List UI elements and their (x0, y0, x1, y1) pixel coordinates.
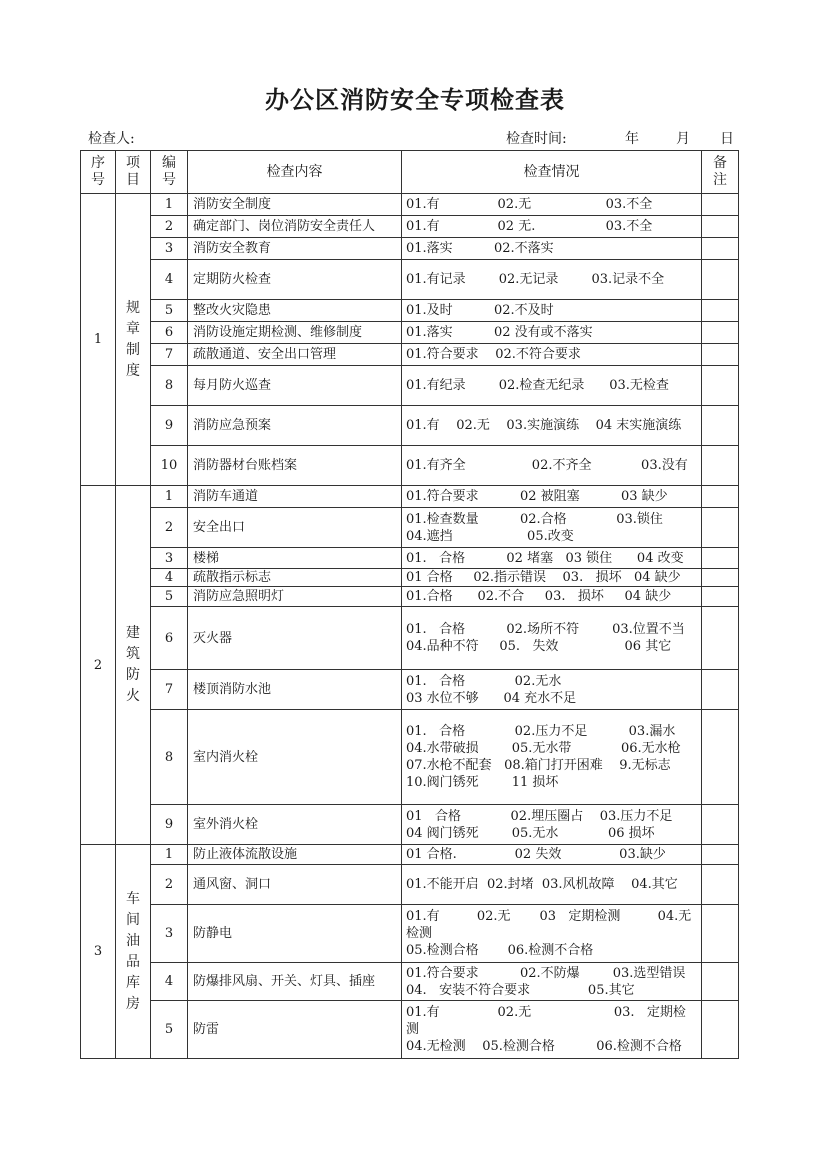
row-number: 1 (151, 845, 188, 865)
check-content: 整改火灾隐患 (188, 300, 402, 322)
check-status: 01 合格 02.埋压圈占 03.压力不足 04 阀门锈死 05.无水 06 损坏 (402, 805, 702, 845)
check-content: 消防车通道 (188, 486, 402, 508)
row-number: 5 (151, 300, 188, 322)
check-content: 楼梯 (188, 548, 402, 569)
check-status: 01.有记录 02.无记录 03.记录不全 (402, 260, 702, 300)
remark-cell[interactable] (702, 865, 739, 905)
remark-cell[interactable] (702, 344, 739, 366)
row-number: 4 (151, 569, 188, 587)
check-status: 01.有 02.无 03. 定期检测 04.无检测 05.检测合格 06.检测不合格 (402, 1001, 702, 1059)
check-status: 01.不能开启 02.封堵 03.风机故障 04.其它 (402, 865, 702, 905)
section-seq: 2 (81, 486, 116, 845)
check-status: 01.检查数量 02.合格 03.锁住 04.遮挡 05.改变 (402, 508, 702, 548)
check-status: 01. 合格 02.压力不足 03.漏水 04.水带破损 05.无水带 06.无水枪 07.水枪不配套 08.箱门打开困难 9.无标志 10.阀门锈死 11 损坏 (402, 710, 702, 805)
check-content: 消防设施定期检测、维修制度 (188, 322, 402, 344)
row-number: 3 (151, 548, 188, 569)
remark-cell[interactable] (702, 1001, 739, 1059)
remark-cell[interactable] (702, 300, 739, 322)
remark-cell[interactable] (702, 845, 739, 865)
row-number: 2 (151, 216, 188, 238)
check-status: 01. 合格 02 堵塞 03 锁住 04 改变 (402, 548, 702, 569)
check-content: 每月防火巡查 (188, 366, 402, 406)
check-status: 01.有 02.无 03.不全 (402, 194, 702, 216)
remark-cell[interactable] (702, 194, 739, 216)
section-category: 规章制度 (116, 194, 151, 486)
table-header-row (81, 151, 739, 194)
table-row (81, 366, 739, 406)
remark-cell[interactable] (702, 548, 739, 569)
row-number: 1 (151, 194, 188, 216)
check-status: 01 合格. 02 失效 03.缺少 (402, 845, 702, 865)
check-status: 01.有 02.无 03 定期检测 04.无检测 05.检测合格 06.检测不合格 (402, 905, 702, 963)
check-status: 01.有纪录 02.检查无纪录 03.无检查 (402, 366, 702, 406)
row-number: 9 (151, 406, 188, 446)
table-row (81, 805, 739, 845)
check-content: 消防安全制度 (188, 194, 402, 216)
remark-cell[interactable] (702, 260, 739, 300)
check-content: 确定部门、岗位消防安全责任人 (188, 216, 402, 238)
row-number: 2 (151, 865, 188, 905)
check-content: 消防器材台账档案 (188, 446, 402, 486)
remark-cell[interactable] (702, 508, 739, 548)
table-row (81, 322, 739, 344)
check-content: 灭火器 (188, 607, 402, 670)
row-number: 7 (151, 344, 188, 366)
table-row (81, 260, 739, 300)
table-row (81, 710, 739, 805)
table-row (81, 216, 739, 238)
inspection-header (88, 128, 738, 148)
row-number: 1 (151, 486, 188, 508)
row-number: 3 (151, 905, 188, 963)
col-header-status: 检查情况 (402, 151, 702, 194)
page-title: 办公区消防安全专项检查表 (265, 85, 565, 114)
check-content: 定期防火检查 (188, 260, 402, 300)
remark-cell[interactable] (702, 670, 739, 710)
check-content: 室内消火栓 (188, 710, 402, 805)
check-content: 消防应急照明灯 (188, 587, 402, 607)
remark-cell[interactable] (702, 366, 739, 406)
row-number: 8 (151, 366, 188, 406)
remark-cell[interactable] (702, 406, 739, 446)
check-status: 01 合格 02.指示错误 03. 损坏 04 缺少 (402, 569, 702, 587)
table-row (81, 238, 739, 260)
remark-cell[interactable] (702, 322, 739, 344)
check-status: 01. 合格 02.无水 03 水位不够 04 充水不足 (402, 670, 702, 710)
check-status: 01. 合格 02.场所不符 03.位置不当 04.品种不符 05. 失效 06 其它 (402, 607, 702, 670)
section-seq: 1 (81, 194, 116, 486)
check-status: 01.有 02.无 03.实施演练 04 末实施演练 (402, 406, 702, 446)
row-number: 8 (151, 710, 188, 805)
table-row (81, 905, 739, 963)
row-number: 4 (151, 260, 188, 300)
table-row (81, 508, 739, 548)
day-label: 日 (720, 131, 734, 147)
remark-cell[interactable] (702, 216, 739, 238)
table-row (81, 607, 739, 670)
remark-cell[interactable] (702, 569, 739, 587)
col-header-remark: 备注 (702, 151, 739, 194)
check-content: 安全出口 (188, 508, 402, 548)
remark-cell[interactable] (702, 963, 739, 1001)
check-content: 楼顶消防水池 (188, 670, 402, 710)
check-status: 01.符合要求 02.不防爆 03.选型错误 04. 安装不符合要求 05.其它 (402, 963, 702, 1001)
table-row (81, 587, 739, 607)
table-row (81, 548, 739, 569)
check-content: 防止液体流散设施 (188, 845, 402, 865)
remark-cell[interactable] (702, 805, 739, 845)
inspection-table (80, 150, 739, 1059)
check-content: 疏散通道、安全出口管理 (188, 344, 402, 366)
table-row (81, 194, 739, 216)
row-number: 2 (151, 508, 188, 548)
remark-cell[interactable] (702, 486, 739, 508)
table-row (81, 344, 739, 366)
row-number: 4 (151, 963, 188, 1001)
section-seq: 3 (81, 845, 116, 1059)
check-content: 防雷 (188, 1001, 402, 1059)
table-row (81, 569, 739, 587)
row-number: 3 (151, 238, 188, 260)
check-status: 01.及时 02.不及时 (402, 300, 702, 322)
inspector-label: 检查人: (88, 131, 135, 147)
table-row (81, 1001, 739, 1059)
col-header-content: 检查内容 (188, 151, 402, 194)
col-header-code: 编号 (151, 151, 188, 194)
month-label: 月 (676, 131, 690, 147)
row-number: 5 (151, 1001, 188, 1059)
check-content: 防静电 (188, 905, 402, 963)
check-status: 01.符合要求 02.不符合要求 (402, 344, 702, 366)
check-status: 01.合格 02.不合 03. 损坏 04 缺少 (402, 587, 702, 607)
check-content: 室外消火栓 (188, 805, 402, 845)
row-number: 10 (151, 446, 188, 486)
row-number: 6 (151, 322, 188, 344)
check-status: 01.符合要求 02 被阻塞 03 缺少 (402, 486, 702, 508)
remark-cell[interactable] (702, 446, 739, 486)
table-row (81, 300, 739, 322)
check-content: 防爆排风扇、开关、灯具、插座 (188, 963, 402, 1001)
check-content: 消防安全教育 (188, 238, 402, 260)
check-content: 疏散指示标志 (188, 569, 402, 587)
section-category: 车间油品库房 (116, 845, 151, 1059)
check-status: 01.落实 02 没有或不落实 (402, 322, 702, 344)
row-number: 5 (151, 587, 188, 607)
check-content: 消防应急预案 (188, 406, 402, 446)
table-row (81, 486, 739, 508)
table-row (81, 845, 739, 865)
remark-cell[interactable] (702, 607, 739, 670)
table-row (81, 963, 739, 1001)
check-content: 通风窗、洞口 (188, 865, 402, 905)
inspection-time-label: 检查时间: (506, 131, 567, 147)
remark-cell[interactable] (702, 710, 739, 805)
table-row (81, 446, 739, 486)
table-row (81, 670, 739, 710)
table-row (81, 406, 739, 446)
remark-cell[interactable] (702, 905, 739, 963)
col-header-seq: 序号 (81, 151, 116, 194)
col-header-item: 项目 (116, 151, 151, 194)
section-category: 建筑防火 (116, 486, 151, 845)
year-label: 年 (625, 131, 639, 147)
row-number: 6 (151, 607, 188, 670)
check-status: 01.有齐全 02.不齐全 03.没有 (402, 446, 702, 486)
table-row (81, 865, 739, 905)
row-number: 7 (151, 670, 188, 710)
remark-cell[interactable] (702, 587, 739, 607)
row-number: 9 (151, 805, 188, 845)
check-status: 01.有 02 无. 03.不全 (402, 216, 702, 238)
check-status: 01.落实 02.不落实 (402, 238, 702, 260)
remark-cell[interactable] (702, 238, 739, 260)
